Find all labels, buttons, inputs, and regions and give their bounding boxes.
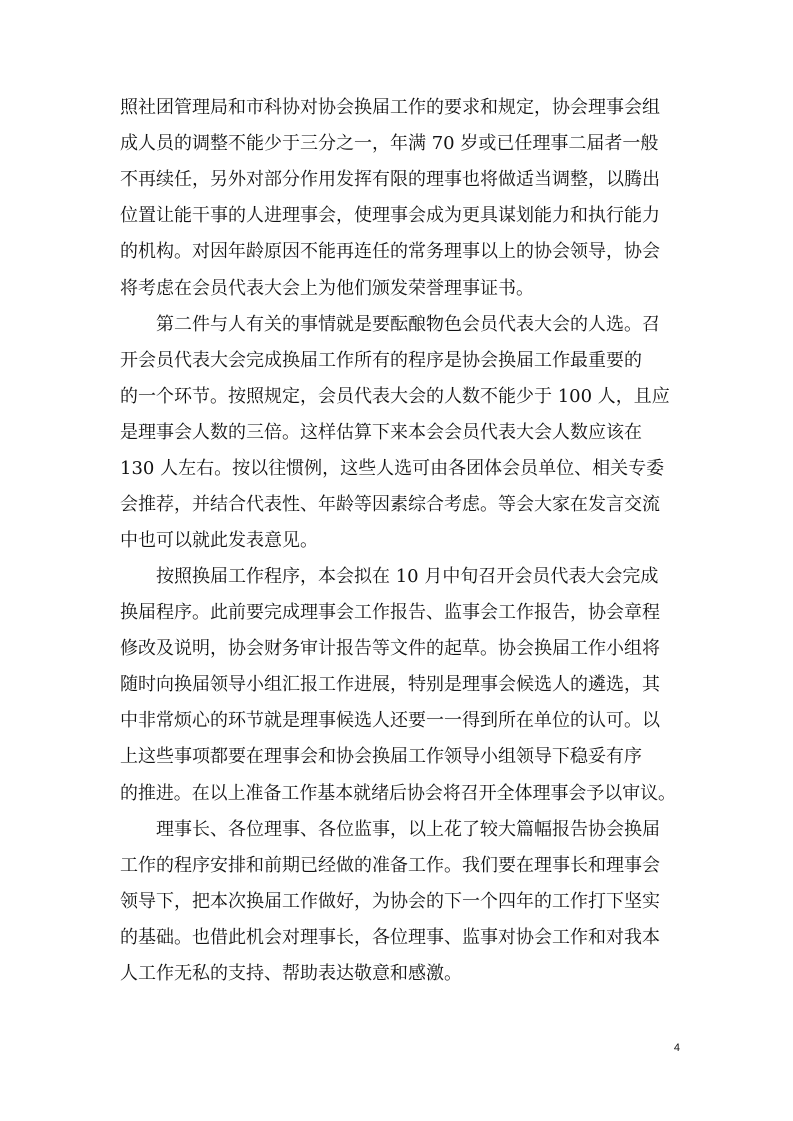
text-line: 第二件与人有关的事情就是要酝酿物色会员代表大会的人选。召 xyxy=(120,314,660,335)
text-line: 按照换届工作程序，本会拟在 10 月中旬召开会员代表大会完成 xyxy=(120,566,659,587)
text-line: 不再续任，另外对部分作用发挥有限的理事也将做适当调整，以腾出 xyxy=(120,169,660,190)
text-line: 中非常烦心的环节就是理事候选人还要一一得到所在单位的认可。以 xyxy=(120,710,660,731)
text-line: 的基础。也借此机会对理事长，各位理事、监事对协会工作和对我本 xyxy=(120,927,660,948)
text-line: 中也可以就此发表意见。 xyxy=(120,530,318,551)
text-line: 换届程序。此前要完成理事会工作报告、监事会工作报告，协会章程 xyxy=(120,602,660,623)
text-line: 照社团管理局和市科协对协会换届工作的要求和规定，协会理事会组 xyxy=(120,97,660,118)
text-line: 领导下，把本次换届工作做好，为协会的下一个四年的工作打下坚实 xyxy=(120,891,660,912)
text-line: 成人员的调整不能少于三分之一，年满 70 岁或已任理事二届者一般 xyxy=(120,133,659,154)
text-line: 位置让能干事的人进理事会，使理事会成为更具谋划能力和执行能力 xyxy=(120,205,660,226)
page-number: 4 xyxy=(673,1042,680,1054)
text-line: 修改及说明，协会财务审计报告等文件的起草。协会换届工作小组将 xyxy=(120,638,660,659)
text-line: 的机构。对因年龄原因不能再连任的常务理事以上的协会领导，协会 xyxy=(120,241,660,262)
text-line: 的一个环节。按照规定，会员代表大会的人数不能少于 100 人，且应 xyxy=(120,386,670,407)
text-line: 130 人左右。按以往惯例，这些人选可由各团体会员单位、相关专委 xyxy=(120,458,665,479)
text-line: 理事长、各位理事、各位监事，以上花了较大篇幅报告协会换届 xyxy=(120,819,660,840)
text-line: 将考虑在会员代表大会上为他们颁发荣誉理事证书。 xyxy=(120,278,534,299)
text-line: 随时向换届领导小组汇报工作进展，特别是理事会候选人的遴选，其 xyxy=(120,674,660,695)
text-line: 上这些事项都要在理事会和协会换届工作领导小组领导下稳妥有序 xyxy=(120,746,642,767)
text-line: 开会员代表大会完成换届工作所有的程序是协会换届工作最重要的 xyxy=(120,350,642,371)
text-line: 会推荐，并结合代表性、年龄等因素综合考虑。等会大家在发言交流 xyxy=(120,494,660,515)
text-line: 工作的程序安排和前期已经做的准备工作。我们要在理事长和理事会 xyxy=(120,855,660,876)
text-line: 人工作无私的支持、帮助表达敬意和感激。 xyxy=(120,963,462,984)
text-line: 是理事会人数的三倍。这样估算下来本会会员代表大会人数应该在 xyxy=(120,422,642,443)
text-line: 的推进。在以上准备工作基本就绪后协会将召开全体理事会予以审议。 xyxy=(120,783,676,804)
